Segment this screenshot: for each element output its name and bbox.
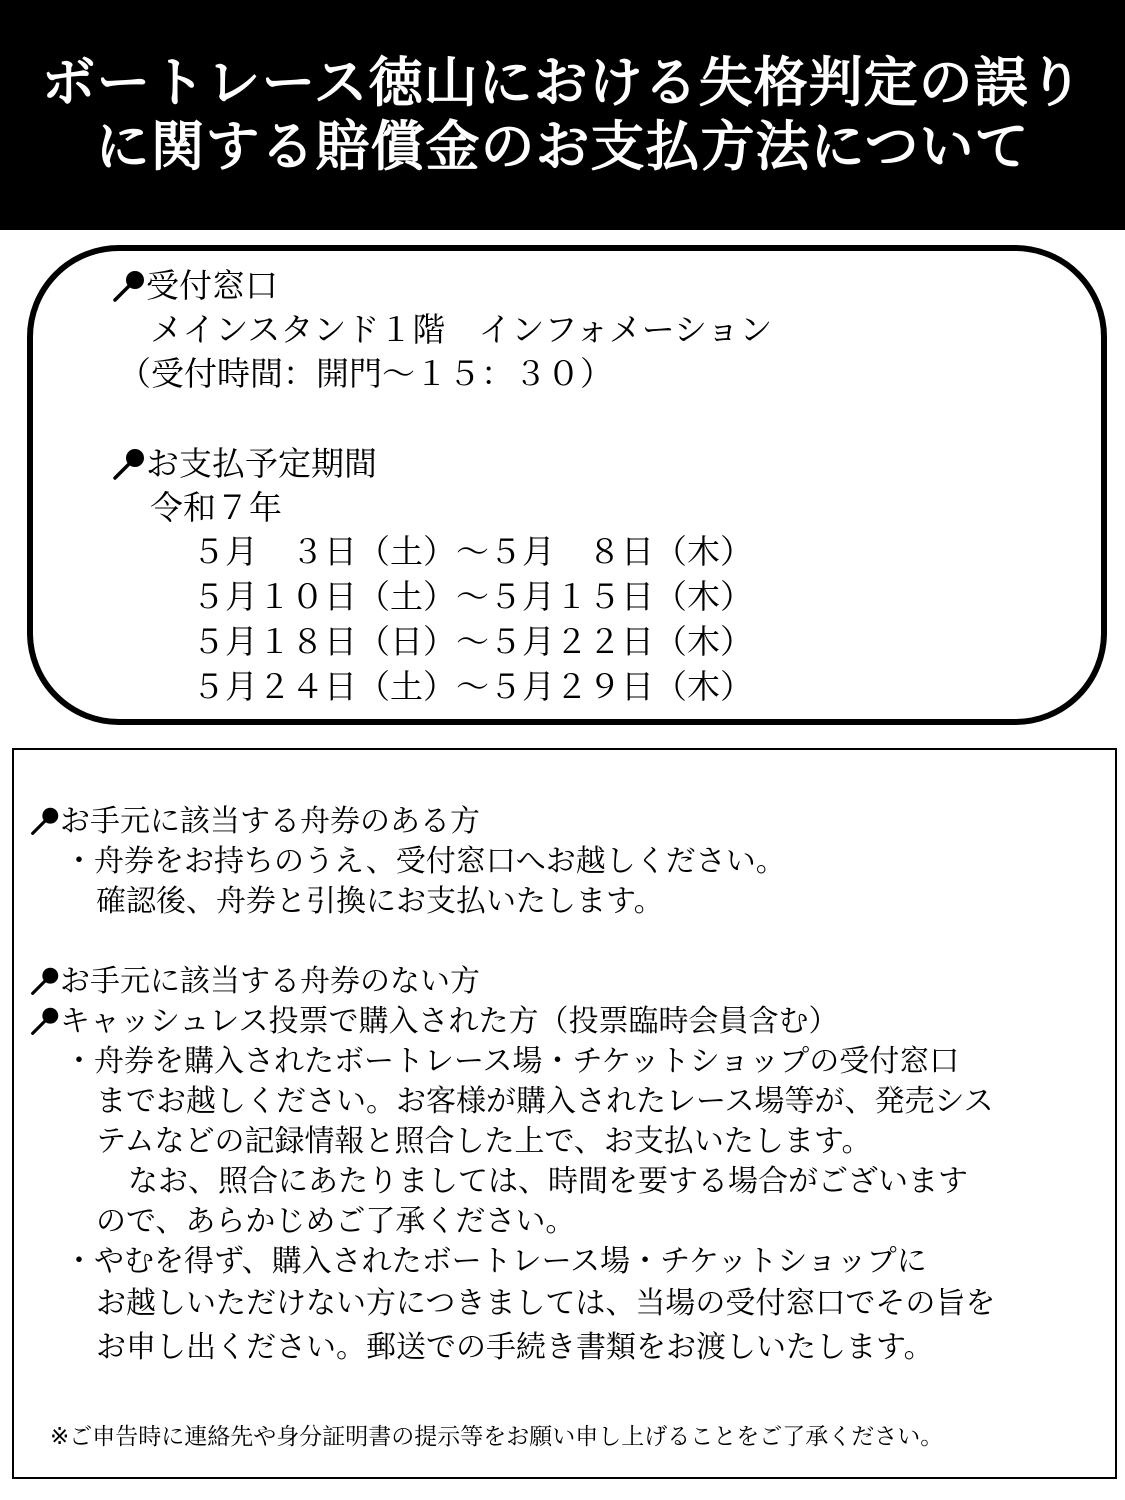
title-line-2: に関する賠償金のお支払方法について [95,115,1030,178]
cashless-heading-label: キャッシュレス投票で購入された方（投票臨時会員含む） [60,1004,839,1039]
pushpin-icon [112,447,146,481]
without-ticket-line: テムなどの記録情報と照合した上で、お支払いたします。 [96,1124,872,1159]
footnote: ※ご申告時に連絡先や身分証明書の提示等をお願い申し上げることをご了承ください。 [50,1424,944,1450]
schedule-heading [112,442,377,486]
title-line-1: ボートレース徳山における失格判定の誤り [41,51,1084,114]
with-ticket-heading [30,802,480,842]
schedule-period: ５月１０日（土）～５月１５日（木） [192,577,753,616]
pushpin-icon [30,1006,60,1036]
without-ticket-line: お申し出ください。郵送での手続き書類をお渡しいたします。 [96,1330,934,1365]
reception-hours: （受付時間：開門～１５：３０） [118,354,613,393]
reception-location: メインスタンド１階 インフォメーション [150,310,773,349]
title-banner [0,0,1125,230]
schedule-heading-label: お支払予定期間 [146,444,377,483]
schedule-period: ５月１８日（日）～５月２２日（木） [192,622,753,661]
without-ticket-line: ・やむを得ず、購入されたボートレース場・チケットショップに [64,1244,927,1279]
pushpin-icon [30,806,60,836]
with-ticket-line: ・舟券をお持ちのうえ、受付窓口へお越しください。 [64,844,786,879]
without-ticket-heading-label: お手元に該当する舟券のない方 [60,964,480,999]
without-ticket-line: ・舟券を購入されたボートレース場・チケットショップの受付窓口 [64,1044,960,1079]
without-ticket-heading [30,962,480,1002]
schedule-period: ５月２４日（土）～５月２９日（木） [192,667,753,706]
without-ticket-line: お越しいただけない方につきましては、当場の受付窓口でその旨を [96,1286,996,1321]
without-ticket-line: までお越しください。お客様が購入されたレース場等が、発売シス [96,1084,994,1119]
without-ticket-line: ので、あらかじめご了承ください。 [96,1204,576,1239]
schedule-period: ５月 ３日（土）～５月 ８日（木） [192,532,753,571]
cashless-heading [30,1002,839,1042]
pushpin-icon [30,966,60,996]
with-ticket-line: 確認後、舟券と引換にお支払いたします。 [96,884,664,919]
with-ticket-heading-label: お手元に該当する舟券のある方 [60,804,480,839]
reception-heading [112,264,278,308]
reception-heading-label: 受付窓口 [146,266,278,305]
without-ticket-line: なお、照合にあたりましては、時間を要する場合がございます [128,1164,968,1199]
schedule-year: 令和７年 [150,488,282,527]
pushpin-icon [112,269,146,303]
